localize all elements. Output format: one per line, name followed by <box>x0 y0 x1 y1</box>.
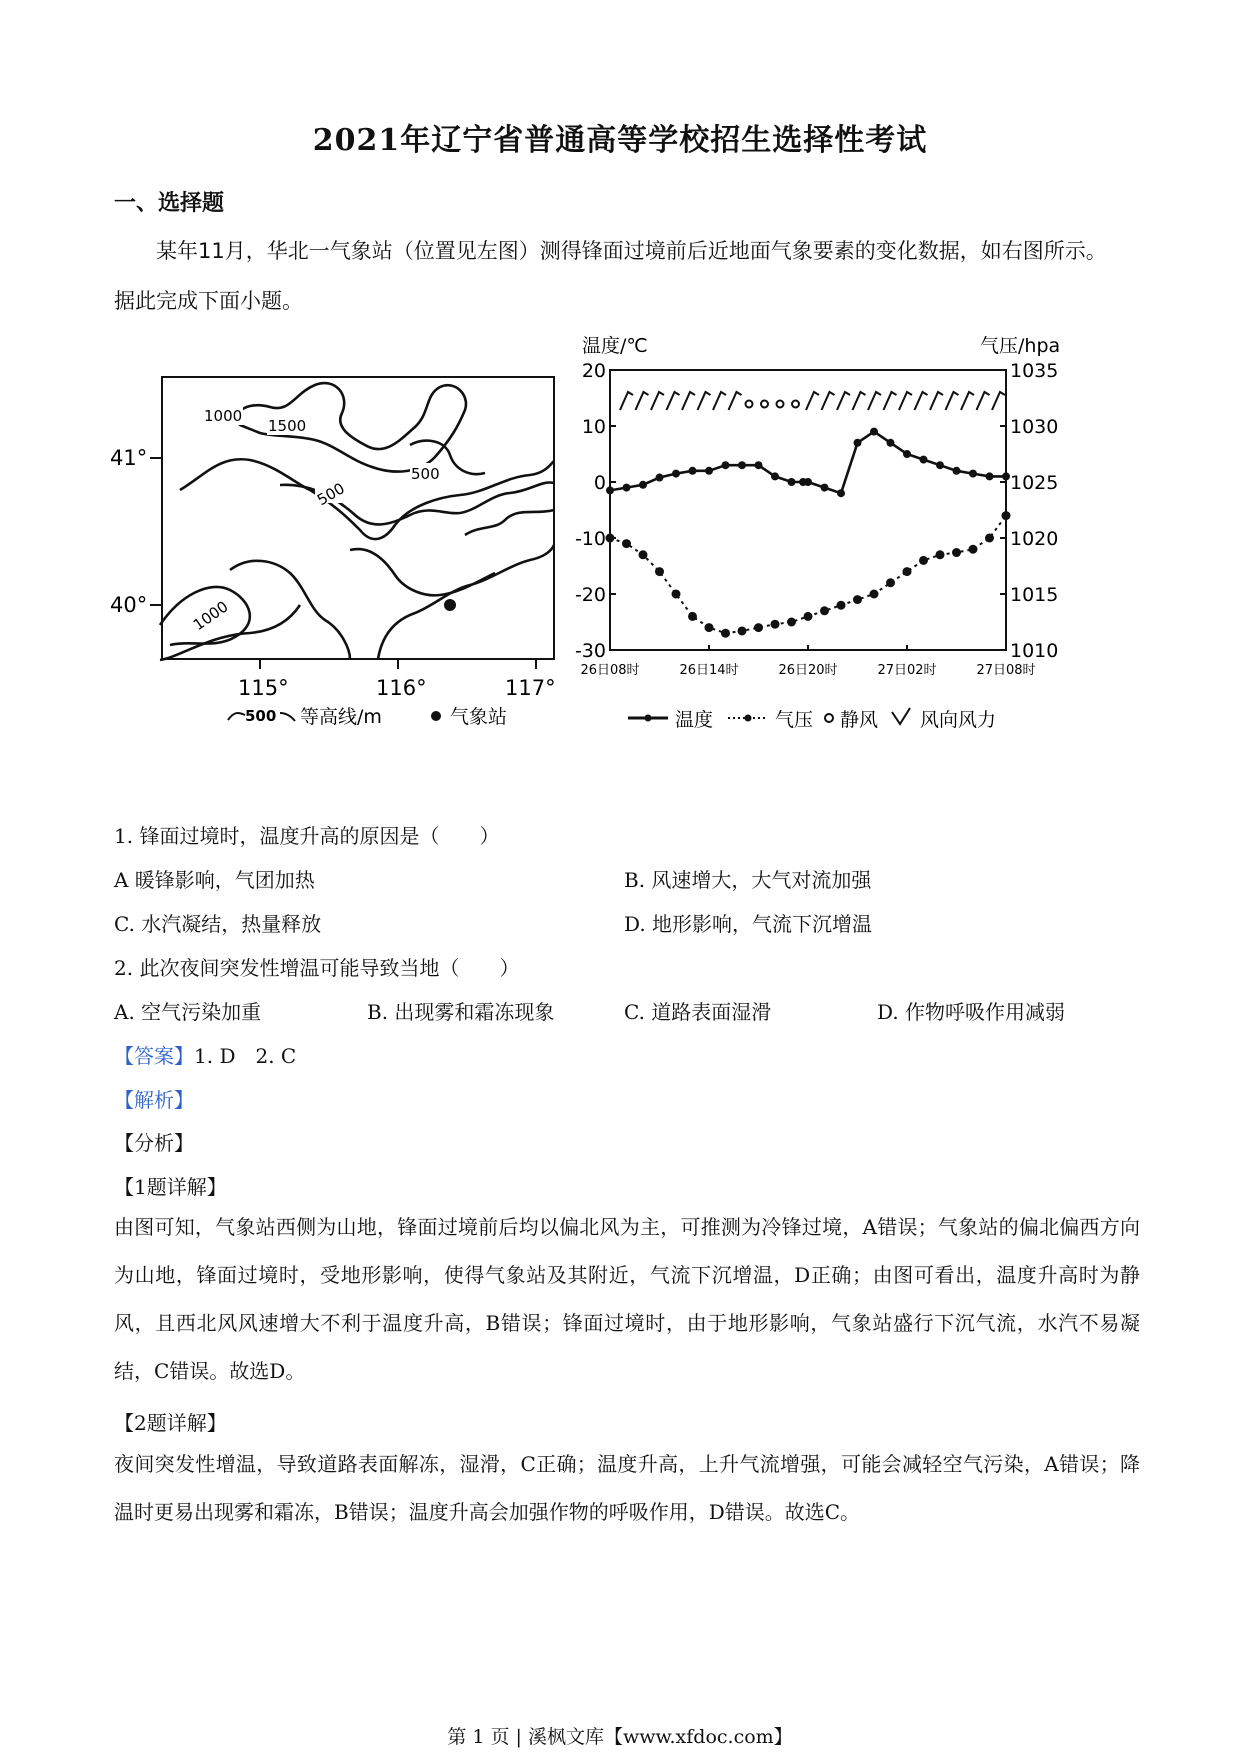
y-left-tick-label: 10 <box>581 416 606 438</box>
detail-1-text: 由图可知，气象站西侧为山地，锋面过境前后均以偏北风为主，可推测为冷锋过境，A错误；气象站的偏北偏西方向为山地，锋面过境时，受地形影响，使得气象站及其附近，气流下沉增温，D正确；由图可看出，温度升高时为静风，且西北风风速增大不利于温度升高，B错误；锋面过境时，由于地形影响，气象站盛行下沉气流，水汽不易凝结，C错误。故选D。 <box>114 1215 1140 1383</box>
pressure-point <box>936 550 945 559</box>
y-right-axis-label: 气压/hpa <box>980 335 1061 357</box>
lat-label-40: 40° <box>110 593 148 617</box>
pressure-point <box>903 567 912 576</box>
pressure-point <box>804 612 813 621</box>
wind-barb <box>636 392 649 410</box>
contour-label-1500: 1500 <box>268 417 307 435</box>
page-footer: 第 1 页 | 溪枫文库【www.xfdoc.com】 <box>447 1726 793 1748</box>
temperature-point <box>755 461 763 469</box>
temperature-point <box>722 461 730 469</box>
pressure-point <box>738 626 747 635</box>
q2-stem: 2. 此次夜间突发性增温可能导致当地（ ） <box>114 956 520 980</box>
pressure-point <box>1002 511 1011 520</box>
wind-barb <box>930 392 943 410</box>
wind-barb <box>837 392 850 410</box>
legend-wind: 风向风力 <box>920 709 997 731</box>
analysis-tag: 【解析】 <box>114 1088 194 1112</box>
legend-contour-label: 等高线/m <box>300 706 382 728</box>
detail-1-heading: 【1题详解】 <box>114 1175 227 1199</box>
temperature-point <box>672 470 680 478</box>
temperature-point <box>887 439 895 447</box>
wind-barb <box>992 392 1005 410</box>
y-left-tick-label: -20 <box>574 584 606 606</box>
y-left-tick-label: 20 <box>581 360 606 382</box>
q2-option-a: A. 空气污染加重 <box>114 1000 262 1024</box>
y-right-tick-label: 1025 <box>1010 472 1059 494</box>
legend-pressure: 气压 <box>775 709 814 731</box>
temperature-point <box>788 478 796 486</box>
y-right-tick-label: 1010 <box>1010 640 1059 662</box>
lat-label-41: 41° <box>110 446 148 470</box>
pressure-point <box>919 556 928 565</box>
page-title: 2021年辽宁省普通高等学校招生选择性考试 <box>312 123 928 158</box>
q1-option-c: C. 水汽凝结，热量释放 <box>114 912 322 936</box>
section-heading: 一、选择题 <box>114 190 225 216</box>
q1-option-d: D. 地形影响，气流下沉增温 <box>624 912 873 936</box>
answer-tag: 【答案】 <box>114 1044 194 1068</box>
x-tick-label: 26日14时 <box>679 663 739 678</box>
pressure-point <box>837 601 846 610</box>
detail-2-heading: 【2题详解】 <box>114 1411 227 1435</box>
legend-temperature: 温度 <box>675 709 714 731</box>
wind-barb <box>698 392 711 410</box>
wind-barb <box>713 392 726 410</box>
temperature-point <box>920 456 928 464</box>
y-left-tick-label: -10 <box>574 528 606 550</box>
q2-option-c: C. 道路表面湿滑 <box>624 1000 772 1024</box>
pressure-point <box>639 550 648 559</box>
y-right-tick-label: 1030 <box>1010 416 1059 438</box>
wind-barb <box>822 392 835 410</box>
pressure-point <box>754 623 763 632</box>
y-left-tick-label: -30 <box>574 640 606 662</box>
temperature-point <box>953 467 961 475</box>
wind-barb <box>915 392 928 410</box>
temperature-point <box>705 467 713 475</box>
pressure-point <box>985 534 994 543</box>
wind-barb <box>977 392 990 410</box>
analysis-heading: 【分析】 <box>114 1131 194 1155</box>
wind-barb <box>620 392 633 410</box>
wind-barb <box>868 392 881 410</box>
wind-barb <box>682 392 695 410</box>
temperature-point <box>936 461 944 469</box>
temperature-point <box>986 472 994 480</box>
contour-label-500-b: 500 <box>411 465 440 483</box>
pressure-point <box>721 629 730 638</box>
wind-barb <box>899 392 912 410</box>
pressure-point <box>655 567 664 576</box>
calm-symbol <box>777 401 784 408</box>
calm-symbol <box>746 401 753 408</box>
pressure-point <box>705 623 714 632</box>
pressure-point <box>622 539 631 548</box>
wind-barb <box>729 392 742 410</box>
contour-label-500-a: 500 <box>314 479 348 510</box>
pressure-point <box>952 548 961 557</box>
q1-option-a: A 暖锋影响，气团加热 <box>114 868 315 892</box>
wind-barb <box>946 392 959 410</box>
wind-barb <box>961 392 974 410</box>
y-left-tick-label: 0 <box>593 472 606 494</box>
pressure-point <box>787 618 796 627</box>
temperature-point <box>854 439 862 447</box>
temperature-point <box>771 472 779 480</box>
temperature-point <box>804 478 812 486</box>
wind-barb <box>651 392 664 410</box>
x-tick-label: 26日08时 <box>580 663 640 678</box>
q1-option-b: B. 风速增大，大气对流加强 <box>624 868 872 892</box>
legend-station-label: 气象站 <box>450 706 508 728</box>
temperature-point <box>656 474 664 482</box>
temperature-point <box>821 484 829 492</box>
temperature-point <box>1002 472 1010 480</box>
answer-value: 1. D 2. C <box>194 1044 297 1068</box>
contour-label-1000-b: 1000 <box>189 597 232 635</box>
q1-stem: 1. 锋面过境时，温度升高的原因是（ ） <box>114 824 500 848</box>
pressure-point <box>870 590 879 599</box>
pressure-point <box>969 545 978 554</box>
intro-text: 某年11月，华北一气象站（位置见左图）测得锋面过境前后近地面气象要素的变化数据，如右图所示。据此完成下面小题。 <box>114 239 1107 313</box>
pressure-point <box>886 578 895 587</box>
weather-station-marker <box>444 599 456 611</box>
pressure-point <box>820 606 829 615</box>
q2-option-b: B. 出现雾和霜冻现象 <box>367 1000 555 1024</box>
temperature-point <box>606 486 614 494</box>
temperature-point <box>623 484 631 492</box>
lon-label-115: 115° <box>238 676 289 700</box>
lon-label-117: 117° <box>505 676 556 700</box>
y-right-tick-label: 1035 <box>1010 360 1059 382</box>
wind-barb <box>806 392 819 410</box>
calm-symbol <box>792 401 799 408</box>
y-right-tick-label: 1015 <box>1010 584 1059 606</box>
y-right-tick-label: 1020 <box>1010 528 1059 550</box>
pressure-point <box>688 612 697 621</box>
pressure-point <box>771 620 780 629</box>
wind-barb <box>667 392 680 410</box>
temperature-point <box>738 461 746 469</box>
wind-barb <box>853 392 866 410</box>
legend-calm: 静风 <box>840 709 879 731</box>
detail-2-text: 夜间突发性增温，导致道路表面解冻，湿滑，C正确；温度升高，上升气流增强，可能会减轻空气污染，A错误；降温时更易出现雾和霜冻，B错误；温度升高会加强作物的呼吸作用，D错误。故选C。 <box>114 1452 1140 1524</box>
calm-symbol <box>761 401 768 408</box>
contour-label-1000-a: 1000 <box>204 407 243 425</box>
temperature-point <box>969 470 977 478</box>
legend-contour-value: 500 <box>245 707 277 725</box>
contour-map <box>110 365 570 730</box>
y-left-axis-label: 温度/℃ <box>582 335 648 357</box>
weather-chart <box>570 328 1090 733</box>
x-tick-label: 27日02时 <box>877 663 937 678</box>
q2-option-d: D. 作物呼吸作用减弱 <box>877 1000 1066 1024</box>
wind-barb <box>884 392 897 410</box>
x-tick-label: 27日08时 <box>976 663 1036 678</box>
temperature-point <box>903 450 911 458</box>
temperature-point <box>689 467 697 475</box>
temperature-point <box>837 489 845 497</box>
pressure-point <box>672 590 681 599</box>
temperature-point <box>639 481 647 489</box>
pressure-point <box>853 595 862 604</box>
temperature-point <box>870 428 878 436</box>
x-tick-label: 26日20时 <box>778 663 838 678</box>
lon-label-116: 116° <box>376 676 427 700</box>
pressure-point <box>606 534 615 543</box>
